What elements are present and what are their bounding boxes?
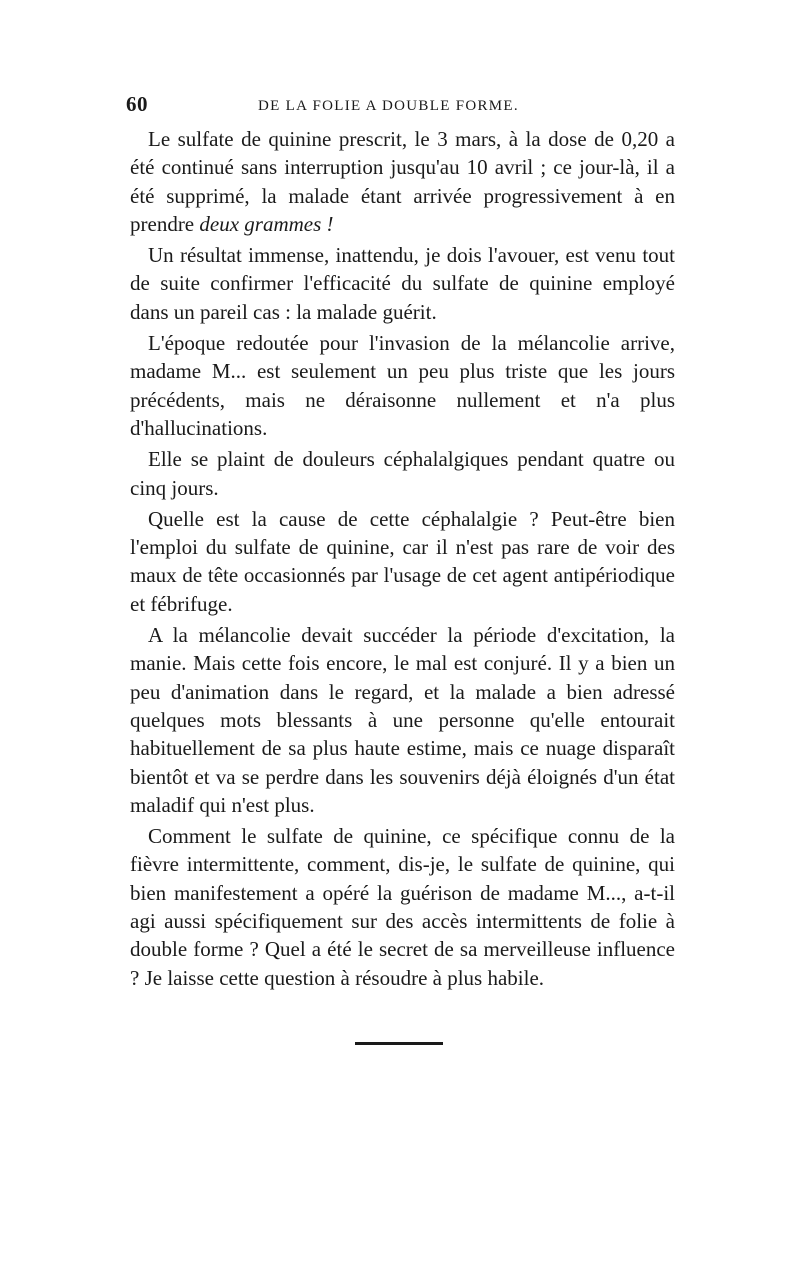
page-number: 60 [126, 92, 148, 116]
paragraph-4: Elle se plaint de douleurs céphalalgiques pendant quatre ou cinq jours. [130, 447, 675, 500]
body-text [130, 125, 675, 995]
paragraph-6: A la mélancolie devait succéder la période d'excitation, la manie. Mais cette fois encore, le mal est conjuré. Il y a bien un peu d'animation dans le regard, et la malade a bien adressé quelques mots blessants à une personne qu'elle entourait habituellement de sa plus haute estime, mais ce nuage disparaît bientôt et va se perdre dans les souvenirs déjà éloignés d'un état maladif qui n'est plus. [130, 623, 675, 817]
paragraph-1-italic: deux grammes ! [199, 211, 334, 236]
paragraph-3: L'époque redoutée pour l'invasion de la mélancolie arrive, madame M... est seulement un peu plus triste que les jours précédents, mais ne déraisonne nullement et n'a plus d'hallucinations. [130, 331, 675, 440]
paragraph-2: Un résultat immense, inattendu, je dois l'avouer, est venu tout de suite confirmer l'efficacité du sulfate de quinine employé dans un pareil cas : la malade guérit. [130, 243, 675, 324]
paragraph-5: Quelle est la cause de cette céphalalgie ? Peut-être bien l'emploi du sulfate de quinine, car il n'est pas rare de voir des maux de tête occasionnés par l'usage de cet agent antipériodique et fébrifuge. [130, 506, 675, 616]
running-title: DE LA FOLIE A DOUBLE FORME. [258, 98, 519, 114]
paragraph-1 [130, 125, 675, 238]
section-end-rule [355, 1042, 443, 1045]
paragraph-1-text: Le sulfate de quinine prescrit, le 3 mars, à la dose de 0,20 a été continué sans interruption jusqu'au 10 avril ; ce jour-là, il a été supprimé, la malade étant arrivée progressivement à en prendre [130, 127, 675, 236]
paragraph-7: Comment le sulfate de quinine, ce spécifique connu de la fièvre intermittente, comment, dis-je, le sulfate de quinine, qui bien manifestement a opéré la guérison de madame M..., a-t-il agi aussi spécifiquement sur des accès intermittents de folie à double forme ? Quel a été le secret de sa merveilleuse influence ? Je laisse cette question à résoudre à plus habile. [130, 824, 675, 990]
running-header [126, 92, 671, 116]
